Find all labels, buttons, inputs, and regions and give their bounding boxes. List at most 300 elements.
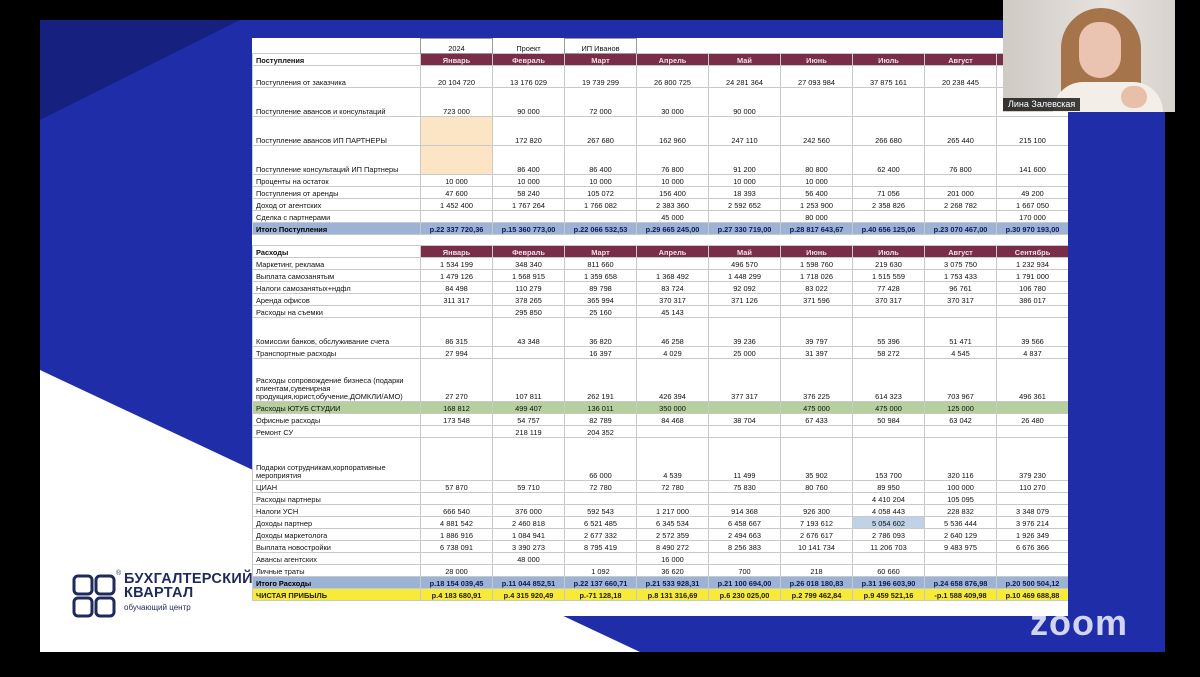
- value-cell[interactable]: 6 458 667: [709, 517, 781, 529]
- value-cell[interactable]: 1 448 299: [709, 270, 781, 282]
- value-cell[interactable]: 10 000: [493, 175, 565, 187]
- profit-label[interactable]: ЧИСТАЯ ПРИБЫЛЬ: [253, 589, 421, 601]
- value-cell[interactable]: [421, 117, 493, 146]
- value-cell[interactable]: [421, 146, 493, 175]
- cell-project-label[interactable]: Проект: [516, 44, 541, 53]
- value-cell[interactable]: [637, 258, 709, 270]
- value-cell[interactable]: 76 800: [637, 146, 709, 175]
- value-cell[interactable]: 36 820: [565, 318, 637, 347]
- value-cell[interactable]: 376 225: [781, 359, 853, 402]
- profit-cell[interactable]: р.9 459 521,16: [853, 589, 925, 601]
- value-cell[interactable]: 168 812: [421, 402, 493, 414]
- value-cell[interactable]: 811 660: [565, 258, 637, 270]
- value-cell[interactable]: 1 359 658: [565, 270, 637, 282]
- value-cell[interactable]: 31 397: [781, 347, 853, 359]
- value-cell[interactable]: 106 780: [997, 282, 1069, 294]
- value-cell[interactable]: 71 056: [853, 187, 925, 199]
- value-cell[interactable]: 45 000: [637, 211, 709, 223]
- value-cell[interactable]: 25 160: [565, 306, 637, 318]
- total-cell[interactable]: р.11 044 852,51: [493, 577, 565, 589]
- value-cell[interactable]: [709, 211, 781, 223]
- value-cell[interactable]: 4 539: [637, 438, 709, 481]
- value-cell[interactable]: 80 800: [781, 146, 853, 175]
- value-cell[interactable]: 76 800: [925, 146, 997, 175]
- value-cell[interactable]: [853, 211, 925, 223]
- value-cell[interactable]: 2 494 663: [709, 529, 781, 541]
- value-cell[interactable]: 215 100: [997, 117, 1069, 146]
- value-cell[interactable]: [565, 553, 637, 565]
- value-cell[interactable]: 475 000: [853, 402, 925, 414]
- value-cell[interactable]: 86 315: [421, 318, 493, 347]
- total-cell[interactable]: р.22 066 532,53: [565, 223, 637, 235]
- value-cell[interactable]: 265 440: [925, 117, 997, 146]
- value-cell[interactable]: 219 630: [853, 258, 925, 270]
- value-cell[interactable]: 4 837: [997, 347, 1069, 359]
- value-cell[interactable]: 218: [781, 565, 853, 577]
- value-cell[interactable]: 6 738 091: [421, 541, 493, 553]
- value-cell[interactable]: 6 521 485: [565, 517, 637, 529]
- cell-empty[interactable]: [781, 235, 853, 246]
- value-cell[interactable]: 3 348 079: [997, 505, 1069, 517]
- month-header-3[interactable]: Апрель: [637, 54, 709, 66]
- total-cell[interactable]: р.28 817 643,67: [781, 223, 853, 235]
- cell-empty[interactable]: [421, 235, 493, 246]
- total-label[interactable]: Итого Поступления: [253, 223, 421, 235]
- row-label[interactable]: Расходы партнеры: [253, 493, 421, 505]
- month-header-3[interactable]: Апрель: [637, 246, 709, 258]
- row-label[interactable]: Транспортные расходы: [253, 347, 421, 359]
- value-cell[interactable]: 18 393: [709, 187, 781, 199]
- value-cell[interactable]: 27 093 984: [781, 66, 853, 88]
- participant-video[interactable]: [1003, 0, 1175, 112]
- value-cell[interactable]: 4 410 204: [853, 493, 925, 505]
- value-cell[interactable]: 3 976 214: [997, 517, 1069, 529]
- value-cell[interactable]: 592 543: [565, 505, 637, 517]
- value-cell[interactable]: [493, 493, 565, 505]
- value-cell[interactable]: 320 116: [925, 438, 997, 481]
- value-cell[interactable]: [637, 493, 709, 505]
- value-cell[interactable]: 136 011: [565, 402, 637, 414]
- value-cell[interactable]: 1 718 026: [781, 270, 853, 282]
- value-cell[interactable]: 475 000: [781, 402, 853, 414]
- total-cell[interactable]: р.21 533 928,31: [637, 577, 709, 589]
- month-header-4[interactable]: Май: [709, 54, 781, 66]
- value-cell[interactable]: 5 054 602: [853, 517, 925, 529]
- value-cell[interactable]: 10 000: [637, 175, 709, 187]
- value-cell[interactable]: 60 660: [853, 565, 925, 577]
- value-cell[interactable]: 82 789: [565, 414, 637, 426]
- value-cell[interactable]: 1 368 492: [637, 270, 709, 282]
- value-cell[interactable]: 3 390 273: [493, 541, 565, 553]
- value-cell[interactable]: 2 383 360: [637, 199, 709, 211]
- row-label[interactable]: Налоги самозанятых+ндфл: [253, 282, 421, 294]
- profit-cell[interactable]: р.4 315 920,49: [493, 589, 565, 601]
- value-cell[interactable]: 1 515 559: [853, 270, 925, 282]
- cell-empty[interactable]: [781, 39, 853, 54]
- total-cell[interactable]: р.22 137 660,71: [565, 577, 637, 589]
- value-cell[interactable]: [421, 438, 493, 481]
- value-cell[interactable]: 38 704: [709, 414, 781, 426]
- value-cell[interactable]: 49 200: [997, 187, 1069, 199]
- value-cell[interactable]: 266 680: [853, 117, 925, 146]
- value-cell[interactable]: 39 797: [781, 318, 853, 347]
- value-cell[interactable]: 105 072: [565, 187, 637, 199]
- value-cell[interactable]: 2 676 617: [781, 529, 853, 541]
- row-label[interactable]: Ремонт СУ: [253, 426, 421, 438]
- value-cell[interactable]: 110 270: [997, 481, 1069, 493]
- value-cell[interactable]: [997, 553, 1069, 565]
- total-cell[interactable]: р.31 196 603,90: [853, 577, 925, 589]
- value-cell[interactable]: 91 200: [709, 146, 781, 175]
- value-cell[interactable]: 58 240: [493, 187, 565, 199]
- row-label[interactable]: Личные траты: [253, 565, 421, 577]
- value-cell[interactable]: 84 468: [637, 414, 709, 426]
- value-cell[interactable]: 370 317: [925, 294, 997, 306]
- expenses-section-title[interactable]: Расходы: [253, 246, 421, 258]
- value-cell[interactable]: 1 217 000: [637, 505, 709, 517]
- value-cell[interactable]: 156 400: [637, 187, 709, 199]
- total-cell[interactable]: р.30 970 193,00: [997, 223, 1069, 235]
- month-header-0[interactable]: Январь: [421, 54, 493, 66]
- value-cell[interactable]: 1 084 941: [493, 529, 565, 541]
- value-cell[interactable]: 1 886 916: [421, 529, 493, 541]
- value-cell[interactable]: [421, 211, 493, 223]
- row-label[interactable]: Расходы сопровождение бизнеса (подарки клиентам,сувенирная продукция,юрист,обучение,ДОМКЛИ/АМО): [253, 359, 421, 402]
- value-cell[interactable]: 36 620: [637, 565, 709, 577]
- value-cell[interactable]: 57 870: [421, 481, 493, 493]
- value-cell[interactable]: 10 000: [709, 175, 781, 187]
- value-cell[interactable]: 1 766 082: [565, 199, 637, 211]
- value-cell[interactable]: 365 994: [565, 294, 637, 306]
- month-header-7[interactable]: Август: [925, 246, 997, 258]
- value-cell[interactable]: 24 281 364: [709, 66, 781, 88]
- value-cell[interactable]: 162 960: [637, 117, 709, 146]
- value-cell[interactable]: 72 780: [565, 481, 637, 493]
- value-cell[interactable]: 96 761: [925, 282, 997, 294]
- row-label[interactable]: Проценты на остаток: [253, 175, 421, 187]
- cell-empty[interactable]: [997, 235, 1069, 246]
- value-cell[interactable]: [853, 426, 925, 438]
- value-cell[interactable]: 48 000: [493, 553, 565, 565]
- value-cell[interactable]: 16 397: [565, 347, 637, 359]
- value-cell[interactable]: 1 534 199: [421, 258, 493, 270]
- value-cell[interactable]: 56 400: [781, 187, 853, 199]
- value-cell[interactable]: [853, 306, 925, 318]
- value-cell[interactable]: 1 232 934: [997, 258, 1069, 270]
- row-label[interactable]: Выплата новостройки: [253, 541, 421, 553]
- row-label[interactable]: Поступление авансов ИП ПАРТНЕРЫ: [253, 117, 421, 146]
- cell-empty[interactable]: [637, 235, 709, 246]
- value-cell[interactable]: 370 317: [853, 294, 925, 306]
- value-cell[interactable]: 16 000: [637, 553, 709, 565]
- value-cell[interactable]: 72 780: [637, 481, 709, 493]
- cell-empty[interactable]: [493, 235, 565, 246]
- total-cell[interactable]: р.26 018 180,83: [781, 577, 853, 589]
- value-cell[interactable]: 10 000: [565, 175, 637, 187]
- total-label[interactable]: Итого Расходы: [253, 577, 421, 589]
- value-cell[interactable]: 267 680: [565, 117, 637, 146]
- value-cell[interactable]: [709, 493, 781, 505]
- value-cell[interactable]: 426 394: [637, 359, 709, 402]
- value-cell[interactable]: 89 950: [853, 481, 925, 493]
- value-cell[interactable]: 26 800 725: [637, 66, 709, 88]
- value-cell[interactable]: [493, 347, 565, 359]
- value-cell[interactable]: 173 548: [421, 414, 493, 426]
- row-label[interactable]: Поступления от аренды: [253, 187, 421, 199]
- value-cell[interactable]: 30 000: [637, 88, 709, 117]
- profit-cell[interactable]: р.10 469 688,88: [997, 589, 1069, 601]
- total-cell[interactable]: р.20 500 504,12: [997, 577, 1069, 589]
- value-cell[interactable]: 11 499: [709, 438, 781, 481]
- value-cell[interactable]: 92 092: [709, 282, 781, 294]
- value-cell[interactable]: [421, 306, 493, 318]
- row-label[interactable]: Комиссии банков, обслуживание счета: [253, 318, 421, 347]
- profit-cell[interactable]: р.4 183 680,91: [421, 589, 493, 601]
- value-cell[interactable]: [853, 553, 925, 565]
- value-cell[interactable]: 700: [709, 565, 781, 577]
- value-cell[interactable]: 37 875 161: [853, 66, 925, 88]
- value-cell[interactable]: [421, 553, 493, 565]
- value-cell[interactable]: 28 000: [421, 565, 493, 577]
- value-cell[interactable]: 1 753 433: [925, 270, 997, 282]
- value-cell[interactable]: 311 317: [421, 294, 493, 306]
- value-cell[interactable]: 26 480: [997, 414, 1069, 426]
- value-cell[interactable]: [925, 88, 997, 117]
- month-header-7[interactable]: Август: [925, 54, 997, 66]
- value-cell[interactable]: 378 265: [493, 294, 565, 306]
- value-cell[interactable]: 90 000: [493, 88, 565, 117]
- value-cell[interactable]: 3 075 750: [925, 258, 997, 270]
- profit-cell[interactable]: р.-71 128,18: [565, 589, 637, 601]
- total-cell[interactable]: р.23 070 467,00: [925, 223, 997, 235]
- row-label[interactable]: Выплата самозанятым: [253, 270, 421, 282]
- value-cell[interactable]: 47 600: [421, 187, 493, 199]
- row-label[interactable]: Поступления от заказчика: [253, 66, 421, 88]
- value-cell[interactable]: 8 795 419: [565, 541, 637, 553]
- value-cell[interactable]: [997, 493, 1069, 505]
- value-cell[interactable]: 107 811: [493, 359, 565, 402]
- total-cell[interactable]: р.15 360 773,00: [493, 223, 565, 235]
- value-cell[interactable]: 1 479 126: [421, 270, 493, 282]
- value-cell[interactable]: [781, 426, 853, 438]
- value-cell[interactable]: 7 193 612: [781, 517, 853, 529]
- value-cell[interactable]: 63 042: [925, 414, 997, 426]
- value-cell[interactable]: [925, 426, 997, 438]
- income-section-title[interactable]: Поступления: [253, 54, 421, 66]
- row-label[interactable]: Доходы маркетолога: [253, 529, 421, 541]
- value-cell[interactable]: 8 256 383: [709, 541, 781, 553]
- month-header-1[interactable]: Февраль: [493, 246, 565, 258]
- value-cell[interactable]: 2 677 332: [565, 529, 637, 541]
- total-cell[interactable]: р.18 154 039,45: [421, 577, 493, 589]
- month-header-1[interactable]: Февраль: [493, 54, 565, 66]
- profit-cell[interactable]: -р.1 588 409,98: [925, 589, 997, 601]
- month-header-5[interactable]: Июнь: [781, 246, 853, 258]
- value-cell[interactable]: 926 300: [781, 505, 853, 517]
- value-cell[interactable]: 39 566: [997, 318, 1069, 347]
- value-cell[interactable]: 10 000: [421, 175, 493, 187]
- value-cell[interactable]: 2 592 652: [709, 199, 781, 211]
- value-cell[interactable]: 59 710: [493, 481, 565, 493]
- cell-empty[interactable]: [637, 39, 709, 54]
- value-cell[interactable]: 370 317: [637, 294, 709, 306]
- value-cell[interactable]: 39 236: [709, 318, 781, 347]
- value-cell[interactable]: 86 400: [565, 146, 637, 175]
- value-cell[interactable]: 84 498: [421, 282, 493, 294]
- value-cell[interactable]: [997, 426, 1069, 438]
- value-cell[interactable]: 914 368: [709, 505, 781, 517]
- value-cell[interactable]: 496 570: [709, 258, 781, 270]
- value-cell[interactable]: 1 452 400: [421, 199, 493, 211]
- value-cell[interactable]: 2 358 826: [853, 199, 925, 211]
- row-label[interactable]: Офисные расходы: [253, 414, 421, 426]
- value-cell[interactable]: [781, 88, 853, 117]
- cell-empty[interactable]: [853, 39, 925, 54]
- total-cell[interactable]: р.27 330 719,00: [709, 223, 781, 235]
- value-cell[interactable]: 105 095: [925, 493, 997, 505]
- value-cell[interactable]: 80 000: [781, 211, 853, 223]
- value-cell[interactable]: 4 058 443: [853, 505, 925, 517]
- value-cell[interactable]: [565, 211, 637, 223]
- value-cell[interactable]: [709, 426, 781, 438]
- value-cell[interactable]: [709, 306, 781, 318]
- value-cell[interactable]: 666 540: [421, 505, 493, 517]
- value-cell[interactable]: [709, 553, 781, 565]
- row-label[interactable]: Сделка с партнерами: [253, 211, 421, 223]
- value-cell[interactable]: 51 471: [925, 318, 997, 347]
- row-label[interactable]: Доход от агентских: [253, 199, 421, 211]
- cell-empty[interactable]: [709, 235, 781, 246]
- value-cell[interactable]: 228 832: [925, 505, 997, 517]
- value-cell[interactable]: [853, 175, 925, 187]
- value-cell[interactable]: 89 798: [565, 282, 637, 294]
- value-cell[interactable]: 50 984: [853, 414, 925, 426]
- value-cell[interactable]: [925, 553, 997, 565]
- value-cell[interactable]: [709, 402, 781, 414]
- value-cell[interactable]: 1 767 264: [493, 199, 565, 211]
- value-cell[interactable]: 125 000: [925, 402, 997, 414]
- value-cell[interactable]: 55 396: [853, 318, 925, 347]
- value-cell[interactable]: 67 433: [781, 414, 853, 426]
- cell-empty[interactable]: [709, 39, 781, 54]
- value-cell[interactable]: 77 428: [853, 282, 925, 294]
- cell-empty[interactable]: [253, 235, 421, 246]
- value-cell[interactable]: [853, 88, 925, 117]
- value-cell[interactable]: [781, 493, 853, 505]
- value-cell[interactable]: [997, 565, 1069, 577]
- value-cell[interactable]: 58 272: [853, 347, 925, 359]
- value-cell[interactable]: [997, 306, 1069, 318]
- value-cell[interactable]: 6 345 534: [637, 517, 709, 529]
- profit-cell[interactable]: р.8 131 316,69: [637, 589, 709, 601]
- value-cell[interactable]: 141 600: [997, 146, 1069, 175]
- value-cell[interactable]: 379 230: [997, 438, 1069, 481]
- month-header-6[interactable]: Июль: [853, 54, 925, 66]
- value-cell[interactable]: 100 000: [925, 481, 997, 493]
- value-cell[interactable]: 46 258: [637, 318, 709, 347]
- value-cell[interactable]: 247 110: [709, 117, 781, 146]
- row-label[interactable]: Поступление авансов и консультаций: [253, 88, 421, 117]
- value-cell[interactable]: 83 022: [781, 282, 853, 294]
- value-cell[interactable]: [493, 565, 565, 577]
- value-cell[interactable]: 1 926 349: [997, 529, 1069, 541]
- value-cell[interactable]: 1 667 050: [997, 199, 1069, 211]
- value-cell[interactable]: 2 460 818: [493, 517, 565, 529]
- value-cell[interactable]: 2 268 782: [925, 199, 997, 211]
- total-cell[interactable]: р.29 665 245,00: [637, 223, 709, 235]
- value-cell[interactable]: [997, 402, 1069, 414]
- value-cell[interactable]: 371 126: [709, 294, 781, 306]
- value-cell[interactable]: 43 348: [493, 318, 565, 347]
- value-cell[interactable]: 110 279: [493, 282, 565, 294]
- value-cell[interactable]: [421, 426, 493, 438]
- value-cell[interactable]: 45 143: [637, 306, 709, 318]
- value-cell[interactable]: 386 017: [997, 294, 1069, 306]
- value-cell[interactable]: 1 791 000: [997, 270, 1069, 282]
- value-cell[interactable]: 90 000: [709, 88, 781, 117]
- value-cell[interactable]: 35 902: [781, 438, 853, 481]
- value-cell[interactable]: 8 490 272: [637, 541, 709, 553]
- value-cell[interactable]: 72 000: [565, 88, 637, 117]
- value-cell[interactable]: 11 206 703: [853, 541, 925, 553]
- value-cell[interactable]: [421, 493, 493, 505]
- value-cell[interactable]: 201 000: [925, 187, 997, 199]
- value-cell[interactable]: 6 676 366: [997, 541, 1069, 553]
- value-cell[interactable]: 27 270: [421, 359, 493, 402]
- total-cell[interactable]: р.40 656 125,06: [853, 223, 925, 235]
- month-header-0[interactable]: Январь: [421, 246, 493, 258]
- value-cell[interactable]: [637, 426, 709, 438]
- value-cell[interactable]: 371 596: [781, 294, 853, 306]
- value-cell[interactable]: 376 000: [493, 505, 565, 517]
- cell-empty[interactable]: [925, 39, 997, 54]
- row-label[interactable]: Расходы на съемки: [253, 306, 421, 318]
- row-label[interactable]: Поступление консультаций ИП Партнеры: [253, 146, 421, 175]
- row-label[interactable]: Доходы партнер: [253, 517, 421, 529]
- value-cell[interactable]: 1 598 760: [781, 258, 853, 270]
- value-cell[interactable]: 218 119: [493, 426, 565, 438]
- value-cell[interactable]: 10 000: [781, 175, 853, 187]
- value-cell[interactable]: 5 536 444: [925, 517, 997, 529]
- month-header-4[interactable]: Май: [709, 246, 781, 258]
- value-cell[interactable]: 172 820: [493, 117, 565, 146]
- value-cell[interactable]: 348 340: [493, 258, 565, 270]
- value-cell[interactable]: 4 881 542: [421, 517, 493, 529]
- value-cell[interactable]: 350 000: [637, 402, 709, 414]
- value-cell[interactable]: [925, 175, 997, 187]
- month-header-5[interactable]: Июнь: [781, 54, 853, 66]
- profit-cell[interactable]: р.2 799 462,84: [781, 589, 853, 601]
- value-cell[interactable]: 20 104 720: [421, 66, 493, 88]
- value-cell[interactable]: 13 176 029: [493, 66, 565, 88]
- value-cell[interactable]: [781, 553, 853, 565]
- value-cell[interactable]: 703 967: [925, 359, 997, 402]
- value-cell[interactable]: 295 850: [493, 306, 565, 318]
- value-cell[interactable]: [925, 565, 997, 577]
- value-cell[interactable]: 2 640 129: [925, 529, 997, 541]
- cell-empty[interactable]: [853, 235, 925, 246]
- value-cell[interactable]: 66 000: [565, 438, 637, 481]
- value-cell[interactable]: 83 724: [637, 282, 709, 294]
- value-cell[interactable]: 80 760: [781, 481, 853, 493]
- month-header-2[interactable]: Март: [565, 54, 637, 66]
- month-header-6[interactable]: Июль: [853, 246, 925, 258]
- row-label[interactable]: Маркетинг, реклама: [253, 258, 421, 270]
- value-cell[interactable]: 499 407: [493, 402, 565, 414]
- cell-year[interactable]: 2024: [421, 39, 493, 54]
- row-label[interactable]: Подарки сотрудникам,корпоративные мероприятия: [253, 438, 421, 481]
- value-cell[interactable]: 1 092: [565, 565, 637, 577]
